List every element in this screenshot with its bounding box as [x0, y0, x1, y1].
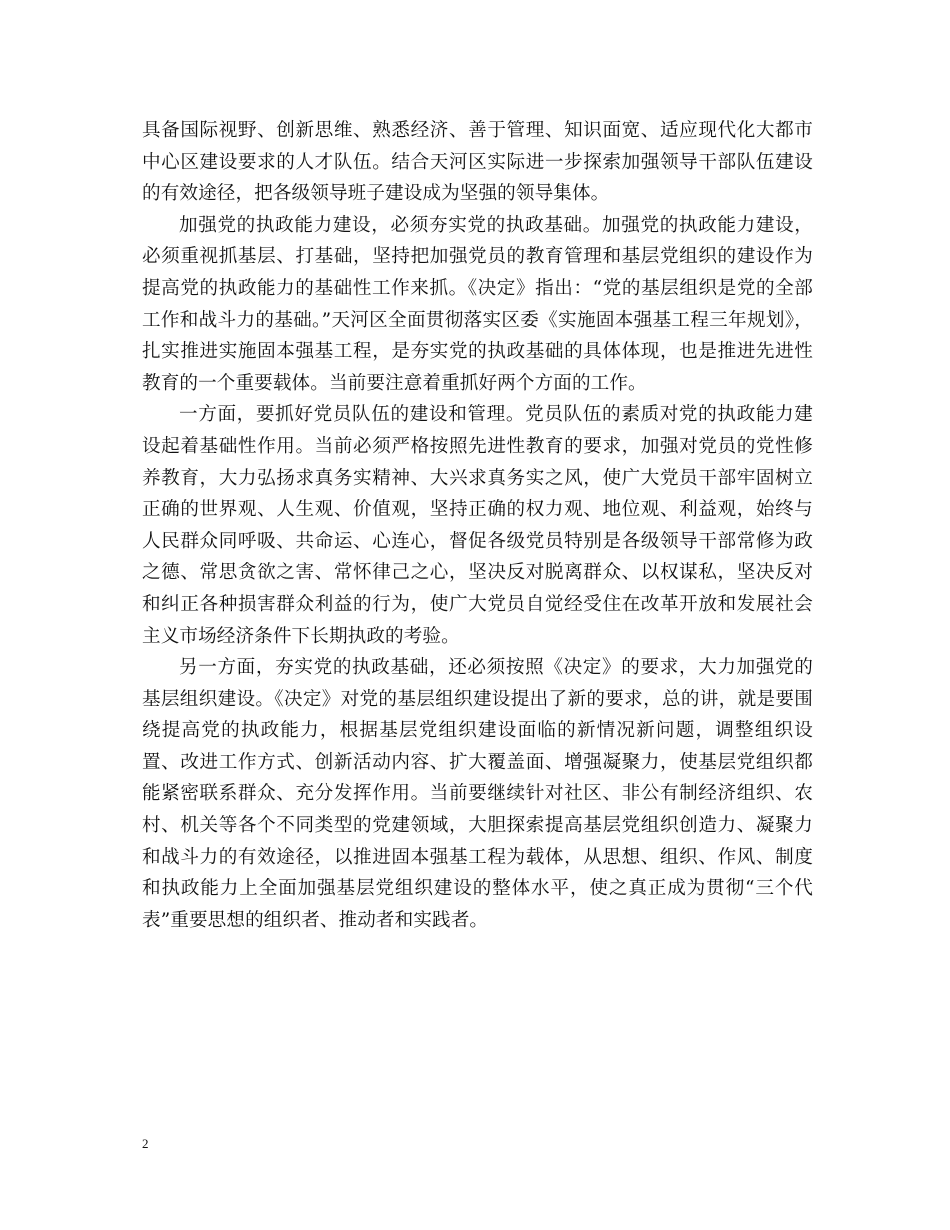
paragraph-party-member-management: 一方面，要抓好党员队伍的建设和管理。党员队伍的素质对党的执政能力建设起着基础性作用。当前必须严格按照先进性教育的要求，加强对党员的党性修养教育，大力弘扬求真务实精神、大兴求真务实之风，使广大党员干部牢固树立正确的世界观、人生观、价值观，坚持正确的权力观、地位观、利益观，始终与人民群众同呼吸、共命运、心连心，督促各级党员特别是各级领导干部常修为政之德、常思贪欲之害、常怀律己之心，坚决反对脱离群众、以权谋私，坚决反对和纠正各种损害群众利益的行为，使广大党员自觉经受住在改革开放和发展社会主义市场经济条件下长期执政的考验。 — [142, 404, 813, 647]
paragraph-grassroots-organization: 另一方面，夯实党的执政基础，还必须按照《决定》的要求，大力加强党的基层组织建设。《决定》对党的基层组织建设提出了新的要求，总的讲，就是要围绕提高党的执政能力，根据基层党组织建设面临的新情况新问题，调整组织设置、改进工作方式、创新活动内容、扩大覆盖面、增强凝聚力，使基层党组织都能紧密联系群众、充分发挥作用。当前要继续针对社区、非公有制经济组织、农村、机关等各个不同类型的党建领域，大胆探索提高基层党组织创造力、凝聚力和战斗力的有效途径，以推进固本强基工程为载体，从思想、组织、作风、制度和执政能力上全面加强基层党组织建设的整体水平，使之真正成为贯彻“三个代表”重要思想的组织者、推动者和实践者。 — [142, 657, 813, 931]
document-body — [142, 115, 813, 936]
paragraph-governing-foundation: 加强党的执政能力建设，必须夯实党的执政基础。加强党的执政能力建设，必须重视抓基层、打基础，坚持把加强党员的教育管理和基层党组织的建设作为提高党的执政能力的基础性工作来抓。《决定》指出：“党的基层组织是党的全部工作和战斗力的基础。”天河区全面贯彻落实区委《实施固本强基工程三年规划》，扎实推进实施固本强基工程，是夯实党的执政基础的具体体现，也是推进先进性教育的一个重要载体。当前要注意着重抓好两个方面的工作。 — [142, 214, 813, 394]
page-number: 2 — [142, 1136, 149, 1151]
paragraph-continuation: 具备国际视野、创新思维、熟悉经济、善于管理、知识面宽、适应现代化大都市中心区建设要求的人才队伍。结合天河区实际进一步探索加强领导干部队伍建设的有效途径，把各级领导班子建设成为坚强的领导集体。 — [142, 120, 813, 205]
